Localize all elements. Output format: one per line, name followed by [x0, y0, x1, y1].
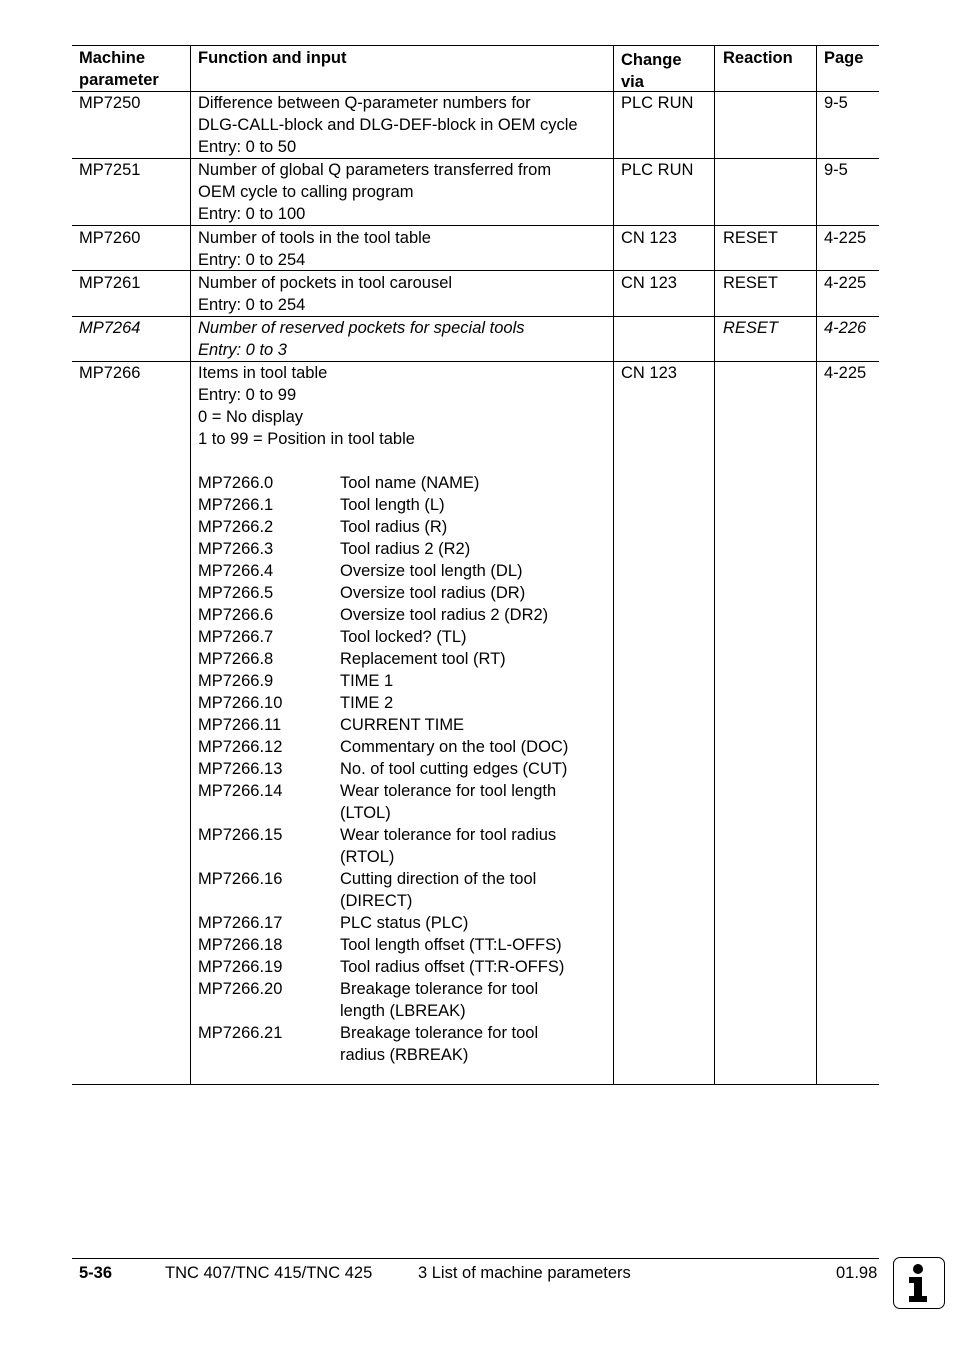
sub-item-code: MP7266.18	[198, 936, 283, 954]
sub-item-line	[198, 802, 568, 824]
row-mp7264-function: Number of reserved pockets for special tools Entry: 0 to 3	[198, 319, 525, 359]
sub-item-line	[198, 626, 568, 648]
sub-item-code: MP7266.13	[198, 760, 283, 778]
sub-item-code: MP7266.10	[198, 694, 283, 712]
sub-item-line	[198, 736, 568, 758]
sub-item-description: No. of tool cutting edges (CUT)	[340, 760, 568, 778]
sub-item-line	[198, 648, 568, 670]
sub-item-code: MP7266.3	[198, 540, 274, 558]
row-mp7251-change: PLC RUN	[621, 161, 694, 179]
sub-item-description: Oversize tool radius (DR)	[340, 584, 526, 602]
sub-item-description: (RTOL)	[340, 848, 395, 866]
sub-item-description: Oversize tool length (DL)	[340, 562, 523, 580]
row-mp7251-page: 9-5	[824, 161, 848, 179]
sub-item-code: MP7266.6	[198, 606, 274, 624]
sub-item-description: TIME 1	[340, 672, 394, 690]
header-machine-parameter: Machine parameter	[79, 49, 159, 89]
sub-item-description: Breakage tolerance for tool	[340, 1024, 539, 1042]
sub-item-description: Cutting direction of the tool	[340, 870, 537, 888]
sub-item-line	[198, 472, 568, 494]
sub-item-code: MP7266.19	[198, 958, 283, 976]
row-mp7264-reaction: RESET	[723, 319, 779, 337]
sub-item-code: MP7266.20	[198, 980, 283, 998]
header-reaction: Reaction	[723, 49, 793, 67]
sub-item-line	[198, 604, 568, 626]
sub-item-line	[198, 934, 568, 956]
sub-item-line	[198, 912, 568, 934]
column-divider	[714, 46, 715, 1084]
sub-item-line	[198, 538, 568, 560]
sub-item-description: Commentary on the tool (DOC)	[340, 738, 569, 756]
sub-item-line	[198, 670, 568, 692]
row-mp7260-param: MP7260	[79, 229, 141, 247]
row-mp7266-function: Items in tool table Entry: 0 to 99 0 = No display 1 to 99 = Position in tool table	[198, 364, 415, 448]
sub-item-code: MP7266.16	[198, 870, 283, 888]
sub-item-code: MP7266.9	[198, 672, 274, 690]
sub-item-line	[198, 780, 568, 802]
row-mp7250-function: Difference between Q-parameter numbers for DLG-CALL-block and DLG-DEF-block in OEM cycle Entry: 0 to 50	[198, 94, 578, 156]
sub-item-code: MP7266.5	[198, 584, 274, 602]
sub-item-code: MP7266.14	[198, 782, 283, 800]
machine-parameter-table	[72, 45, 879, 1085]
sub-item-code: MP7266.4	[198, 562, 274, 580]
sub-item-description: Oversize tool radius 2 (DR2)	[340, 606, 549, 624]
sub-item-description: Wear tolerance for tool length	[340, 782, 557, 800]
sub-item-line	[198, 560, 568, 582]
footer-product: TNC 407/TNC 415/TNC 425	[165, 1264, 373, 1282]
header-function-and-input: Function and input	[198, 49, 347, 67]
sub-item-line	[198, 1000, 568, 1022]
row-mp7264-param: MP7264	[79, 319, 141, 337]
row-mp7260-reaction: RESET	[723, 229, 779, 247]
column-divider	[816, 46, 817, 1084]
sub-item-line	[198, 956, 568, 978]
sub-item-description: Tool length (L)	[340, 496, 445, 514]
sub-item-line	[198, 714, 568, 736]
sub-item-line	[198, 846, 568, 868]
sub-item-line	[198, 824, 568, 846]
sub-item-code: MP7266.11	[198, 716, 282, 734]
footer-page-number: 5-36	[79, 1264, 113, 1282]
header-change-via: Change via	[621, 51, 682, 91]
row-divider	[72, 225, 879, 226]
sub-item-code: MP7266.17	[198, 914, 283, 932]
row-mp7250-page: 9-5	[824, 94, 848, 112]
row-mp7261-change: CN 123	[621, 274, 677, 292]
row-mp7251-function: Number of global Q parameters transferred from OEM cycle to calling program Entry: 0 to 100	[198, 161, 552, 223]
row-mp7261-function: Number of pockets in tool carousel Entry: 0 to 254	[198, 274, 453, 314]
sub-item-description: PLC status (PLC)	[340, 914, 469, 932]
row-mp7250-param: MP7250	[79, 94, 141, 112]
sub-item-line	[198, 758, 568, 780]
sub-item-description: length (LBREAK)	[340, 1002, 466, 1020]
row-mp7264-page: 4-226	[824, 319, 867, 337]
sub-item-description: Tool name (NAME)	[340, 474, 480, 492]
sub-item-description: (LTOL)	[340, 804, 391, 822]
sub-item-line	[198, 978, 568, 1000]
sub-item-code: MP7266.2	[198, 518, 274, 536]
sub-item-description: Replacement tool (RT)	[340, 650, 506, 668]
sub-item-code: MP7266.8	[198, 650, 274, 668]
sub-item-description: CURRENT TIME	[340, 716, 465, 734]
sub-item-code: MP7266.0	[198, 474, 274, 492]
column-divider	[190, 46, 191, 1084]
sub-item-code: MP7266.12	[198, 738, 283, 756]
footer-section: 3 List of machine parameters	[418, 1264, 631, 1282]
row-mp7261-reaction: RESET	[723, 274, 779, 292]
footer-rule	[72, 1258, 879, 1259]
row-mp7260-page: 4-225	[824, 229, 867, 247]
sub-item-description: Tool length offset (TT:L-OFFS)	[340, 936, 562, 954]
sub-item-line	[198, 692, 568, 714]
sub-item-line	[198, 890, 568, 912]
sub-item-line	[198, 494, 568, 516]
sub-item-line	[198, 1044, 568, 1066]
info-icon	[893, 1257, 945, 1309]
sub-item-description: Tool radius offset (TT:R-OFFS)	[340, 958, 565, 976]
sub-item-code: MP7266.1	[198, 496, 274, 514]
row-divider	[72, 270, 879, 271]
row-mp7266-change: CN 123	[621, 364, 677, 382]
sub-item-code: MP7266.21	[198, 1024, 283, 1042]
sub-item-description: radius (RBREAK)	[340, 1046, 469, 1064]
sub-item-line	[198, 868, 568, 890]
row-mp7266-param: MP7266	[79, 364, 141, 382]
row-mp7260-function: Number of tools in the tool table Entry: 0 to 254	[198, 229, 431, 269]
sub-item-description: Tool radius 2 (R2)	[340, 540, 471, 558]
sub-item-line	[198, 582, 568, 604]
mp7266-sub-item-list	[198, 472, 568, 1066]
column-divider	[613, 46, 614, 1084]
row-mp7266-page: 4-225	[824, 364, 867, 382]
row-mp7261-param: MP7261	[79, 274, 141, 292]
row-mp7260-change: CN 123	[621, 229, 677, 247]
sub-item-description: (DIRECT)	[340, 892, 413, 910]
row-mp7261-page: 4-225	[824, 274, 867, 292]
row-mp7251-param: MP7251	[79, 161, 141, 179]
sub-item-line	[198, 516, 568, 538]
sub-item-code: MP7266.7	[198, 628, 274, 646]
footer-date: 01.98	[836, 1264, 878, 1282]
header-page: Page	[824, 49, 864, 67]
sub-item-description: Tool locked? (TL)	[340, 628, 467, 646]
sub-item-description: Wear tolerance for tool radius	[340, 826, 557, 844]
sub-item-description: TIME 2	[340, 694, 394, 712]
sub-item-code: MP7266.15	[198, 826, 283, 844]
row-mp7250-change: PLC RUN	[621, 94, 694, 112]
sub-item-description: Tool radius (R)	[340, 518, 448, 536]
sub-item-description: Breakage tolerance for tool	[340, 980, 539, 998]
row-divider	[72, 361, 879, 362]
sub-item-line	[198, 1022, 568, 1044]
